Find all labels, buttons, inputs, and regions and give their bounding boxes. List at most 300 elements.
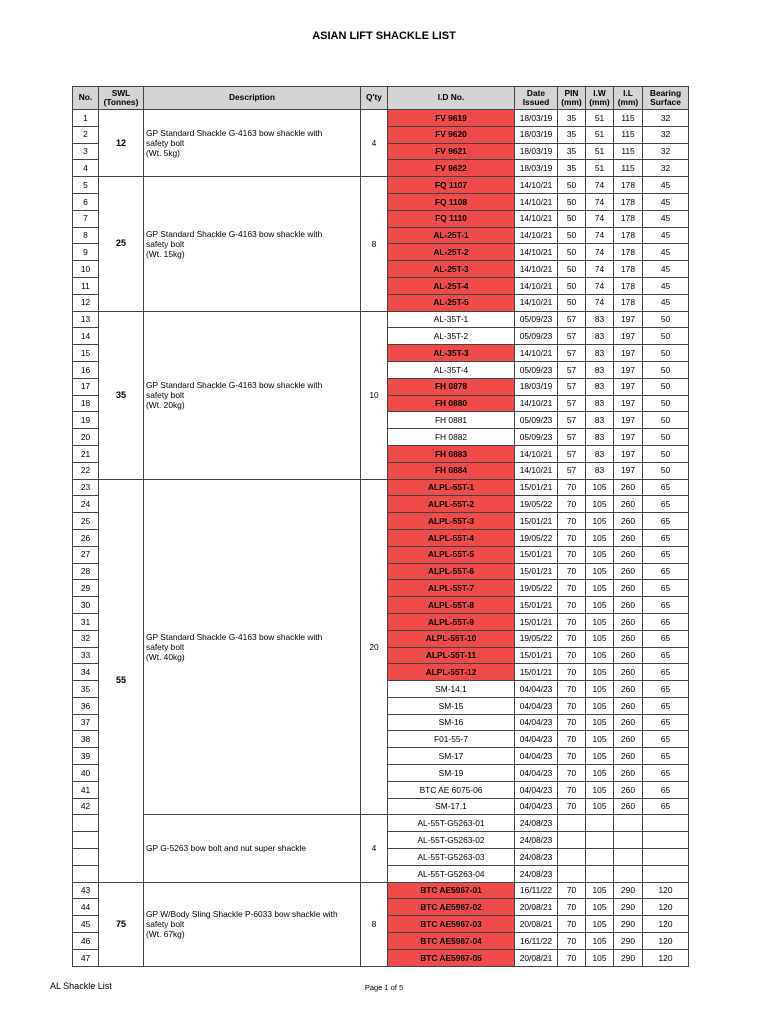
- description-line: (Wt. 20kg): [146, 400, 185, 411]
- iw-cell: 105: [586, 899, 614, 916]
- bearing-cell: 65: [643, 580, 689, 597]
- bearing-cell: 65: [643, 681, 689, 698]
- description-line: GP W/Body Sling Shackle P-6033 bow shackle with: [146, 908, 338, 919]
- description-cell: [144, 110, 361, 177]
- qty-cell: 4: [361, 815, 388, 882]
- id-cell: ALPL-55T-8: [388, 597, 515, 614]
- bearing-cell: 50: [643, 429, 689, 446]
- row-no: 45: [73, 916, 99, 933]
- il-cell: 197: [614, 412, 643, 429]
- date-cell: 05/09/23: [515, 311, 558, 328]
- iw-cell: 105: [586, 798, 614, 815]
- il-cell: 260: [614, 798, 643, 815]
- il-cell: 260: [614, 765, 643, 782]
- date-cell: 04/04/23: [515, 765, 558, 782]
- iw-cell: [586, 865, 614, 882]
- id-cell: ALPL-55T-2: [388, 496, 515, 513]
- pin-cell: 70: [558, 647, 586, 664]
- bearing-cell: 45: [643, 177, 689, 194]
- il-cell: 260: [614, 613, 643, 630]
- header-no: No.: [73, 87, 99, 110]
- row-no: 39: [73, 748, 99, 765]
- iw-cell: 83: [586, 462, 614, 479]
- row-no: 10: [73, 261, 99, 278]
- pin-cell: 70: [558, 479, 586, 496]
- header-description: Description: [144, 87, 361, 110]
- id-cell: ALPL-55T-4: [388, 529, 515, 546]
- pin-cell: 70: [558, 496, 586, 513]
- bearing-cell: 65: [643, 613, 689, 630]
- date-cell: 14/10/21: [515, 445, 558, 462]
- swl-cell: 35: [99, 311, 144, 479]
- row-no: 5: [73, 177, 99, 194]
- il-cell: 290: [614, 882, 643, 899]
- date-cell: 19/05/22: [515, 630, 558, 647]
- date-cell: 18/03/19: [515, 160, 558, 177]
- date-cell: 14/10/21: [515, 294, 558, 311]
- pin-cell: 70: [558, 580, 586, 597]
- row-no: 20: [73, 429, 99, 446]
- description-cell: [144, 815, 361, 882]
- bearing-cell: 65: [643, 513, 689, 530]
- bearing-cell: 45: [643, 244, 689, 261]
- il-cell: 178: [614, 277, 643, 294]
- row-no: 28: [73, 563, 99, 580]
- row-no: 38: [73, 731, 99, 748]
- row-no: 36: [73, 697, 99, 714]
- il-cell: 197: [614, 445, 643, 462]
- bearing-cell: 120: [643, 882, 689, 899]
- iw-cell: 105: [586, 664, 614, 681]
- il-cell: 260: [614, 513, 643, 530]
- pin-cell: 35: [558, 160, 586, 177]
- iw-cell: 105: [586, 529, 614, 546]
- date-cell: 14/10/21: [515, 193, 558, 210]
- date-cell: 14/10/21: [515, 462, 558, 479]
- il-cell: 290: [614, 933, 643, 950]
- pin-cell: [558, 815, 586, 832]
- description-cell: [144, 479, 361, 815]
- il-cell: 197: [614, 345, 643, 362]
- row-no: 22: [73, 462, 99, 479]
- il-cell: [614, 849, 643, 866]
- id-cell: BTC AE5967-04: [388, 933, 515, 950]
- iw-cell: 74: [586, 261, 614, 278]
- qty-cell: 4: [361, 110, 388, 177]
- iw-cell: 105: [586, 479, 614, 496]
- iw-cell: [586, 849, 614, 866]
- iw-cell: 105: [586, 765, 614, 782]
- il-cell: 115: [614, 110, 643, 127]
- table-row: [73, 110, 689, 127]
- bearing-cell: 120: [643, 916, 689, 933]
- row-no: 35: [73, 681, 99, 698]
- id-cell: SM-15: [388, 697, 515, 714]
- id-cell: AL-55T-G5263-01: [388, 815, 515, 832]
- il-cell: 260: [614, 681, 643, 698]
- il-cell: [614, 832, 643, 849]
- date-cell: 05/09/23: [515, 412, 558, 429]
- iw-cell: 105: [586, 731, 614, 748]
- row-no: 13: [73, 311, 99, 328]
- description-line: (Wt. 5kg): [146, 148, 180, 159]
- row-no: 4: [73, 160, 99, 177]
- id-cell: FH 0881: [388, 412, 515, 429]
- pin-cell: 70: [558, 714, 586, 731]
- bearing-cell: 50: [643, 361, 689, 378]
- bearing-cell: 32: [643, 126, 689, 143]
- bearing-cell: 65: [643, 546, 689, 563]
- bearing-cell: 50: [643, 462, 689, 479]
- row-no: [73, 865, 99, 882]
- bearing-cell: 65: [643, 748, 689, 765]
- date-cell: 16/11/22: [515, 882, 558, 899]
- bearing-cell: 65: [643, 781, 689, 798]
- id-cell: BTC AE5967-03: [388, 916, 515, 933]
- il-cell: 178: [614, 244, 643, 261]
- bearing-cell: 65: [643, 765, 689, 782]
- row-no: 2: [73, 126, 99, 143]
- il-cell: 260: [614, 529, 643, 546]
- il-cell: 260: [614, 697, 643, 714]
- id-cell: FQ 1108: [388, 193, 515, 210]
- pin-cell: 50: [558, 227, 586, 244]
- row-no: 11: [73, 277, 99, 294]
- iw-cell: 105: [586, 781, 614, 798]
- row-no: 25: [73, 513, 99, 530]
- pin-cell: 57: [558, 412, 586, 429]
- iw-cell: 105: [586, 513, 614, 530]
- pin-cell: 70: [558, 513, 586, 530]
- pin-cell: 70: [558, 748, 586, 765]
- iw-cell: 105: [586, 647, 614, 664]
- id-cell: FH 0878: [388, 378, 515, 395]
- id-cell: FV 9619: [388, 110, 515, 127]
- row-no: 14: [73, 328, 99, 345]
- bearing-cell: 65: [643, 563, 689, 580]
- il-cell: 178: [614, 210, 643, 227]
- il-cell: 197: [614, 378, 643, 395]
- iw-cell: 105: [586, 597, 614, 614]
- description-cell: [144, 177, 361, 311]
- iw-cell: 105: [586, 697, 614, 714]
- description-line: safety bolt: [146, 137, 185, 148]
- bearing-cell: 32: [643, 110, 689, 127]
- bearing-cell: 65: [643, 697, 689, 714]
- description-line: safety bolt: [146, 641, 185, 652]
- id-cell: FQ 1110: [388, 210, 515, 227]
- bearing-cell: 45: [643, 227, 689, 244]
- bearing-cell: 50: [643, 412, 689, 429]
- bearing-cell: 45: [643, 294, 689, 311]
- row-no: 30: [73, 597, 99, 614]
- pin-cell: 57: [558, 311, 586, 328]
- header-id: I.D No.: [388, 87, 515, 110]
- id-cell: AL-25T-3: [388, 261, 515, 278]
- row-no: 9: [73, 244, 99, 261]
- pin-cell: 50: [558, 294, 586, 311]
- il-cell: 197: [614, 328, 643, 345]
- pin-cell: 70: [558, 630, 586, 647]
- description-line: safety bolt: [146, 389, 185, 400]
- row-no: [73, 849, 99, 866]
- date-cell: 14/10/21: [515, 345, 558, 362]
- date-cell: 19/05/22: [515, 580, 558, 597]
- bearing-cell: 120: [643, 933, 689, 950]
- page-title: ASIAN LIFT SHACKLE LIST: [312, 30, 456, 42]
- il-cell: 115: [614, 143, 643, 160]
- table-row: [73, 479, 689, 496]
- iw-cell: 105: [586, 882, 614, 899]
- date-cell: 15/01/21: [515, 546, 558, 563]
- date-cell: 05/09/23: [515, 429, 558, 446]
- iw-cell: 105: [586, 613, 614, 630]
- iw-cell: 74: [586, 227, 614, 244]
- pin-cell: 50: [558, 277, 586, 294]
- pin-cell: 57: [558, 445, 586, 462]
- footer-doc-name: AL Shackle List: [50, 981, 112, 991]
- il-cell: 260: [614, 748, 643, 765]
- iw-cell: 105: [586, 630, 614, 647]
- id-cell: F01-55-7: [388, 731, 515, 748]
- date-cell: 14/10/21: [515, 244, 558, 261]
- row-no: 32: [73, 630, 99, 647]
- date-cell: 14/10/21: [515, 277, 558, 294]
- description-cell: [144, 882, 361, 966]
- iw-cell: [586, 815, 614, 832]
- il-cell: 260: [614, 563, 643, 580]
- bearing-cell: 50: [643, 378, 689, 395]
- date-cell: 20/08/21: [515, 916, 558, 933]
- footer-page-number: Page 1 of 5: [364, 983, 404, 992]
- date-cell: 15/01/21: [515, 647, 558, 664]
- id-cell: FH 0883: [388, 445, 515, 462]
- description-line: GP G-5263 bow bolt and nut super shackle: [146, 843, 306, 854]
- date-cell: 05/09/23: [515, 328, 558, 345]
- row-no: 3: [73, 143, 99, 160]
- bearing-cell: 65: [643, 664, 689, 681]
- id-cell: ALPL-55T-1: [388, 479, 515, 496]
- bearing-cell: [643, 865, 689, 882]
- row-no: 8: [73, 227, 99, 244]
- date-cell: 04/04/23: [515, 748, 558, 765]
- bearing-cell: 50: [643, 445, 689, 462]
- description-cell: [144, 311, 361, 479]
- bearing-cell: 45: [643, 210, 689, 227]
- row-no: 41: [73, 781, 99, 798]
- il-cell: 260: [614, 647, 643, 664]
- date-cell: 18/03/19: [515, 126, 558, 143]
- shackle-table: [72, 86, 689, 967]
- description-line: GP Standard Shackle G-4163 bow shackle with: [146, 379, 323, 390]
- il-cell: 260: [614, 496, 643, 513]
- iw-cell: 83: [586, 429, 614, 446]
- pin-cell: 70: [558, 949, 586, 966]
- qty-cell: 8: [361, 177, 388, 311]
- row-no: 29: [73, 580, 99, 597]
- il-cell: 290: [614, 899, 643, 916]
- pin-cell: 70: [558, 613, 586, 630]
- iw-cell: 105: [586, 916, 614, 933]
- date-cell: 04/04/23: [515, 731, 558, 748]
- qty-cell: 8: [361, 882, 388, 966]
- description-line: (Wt. 67kg): [146, 929, 185, 940]
- pin-cell: 70: [558, 529, 586, 546]
- id-cell: AL-35T-4: [388, 361, 515, 378]
- iw-cell: 83: [586, 345, 614, 362]
- pin-cell: 70: [558, 546, 586, 563]
- il-cell: 178: [614, 227, 643, 244]
- id-cell: ALPL-55T-6: [388, 563, 515, 580]
- date-cell: 05/09/23: [515, 361, 558, 378]
- date-cell: 20/08/21: [515, 899, 558, 916]
- il-cell: 197: [614, 429, 643, 446]
- date-cell: 14/10/21: [515, 177, 558, 194]
- date-cell: 04/04/23: [515, 697, 558, 714]
- header-row: [73, 87, 689, 110]
- id-cell: AL-55T-G5263-02: [388, 832, 515, 849]
- iw-cell: 83: [586, 361, 614, 378]
- pin-cell: 57: [558, 378, 586, 395]
- row-no: 6: [73, 193, 99, 210]
- qty-cell: 20: [361, 479, 388, 815]
- pin-cell: 57: [558, 395, 586, 412]
- header-iw: I.W (mm): [586, 87, 614, 110]
- id-cell: ALPL-55T-11: [388, 647, 515, 664]
- date-cell: 18/03/19: [515, 378, 558, 395]
- row-no: 26: [73, 529, 99, 546]
- bearing-cell: 65: [643, 630, 689, 647]
- bearing-cell: 65: [643, 529, 689, 546]
- il-cell: 260: [614, 714, 643, 731]
- header-bearing: Bearing Surface: [643, 87, 689, 110]
- pin-cell: 35: [558, 126, 586, 143]
- id-cell: AL-25T-5: [388, 294, 515, 311]
- header-date: Date Issued: [515, 87, 558, 110]
- qty-cell: 10: [361, 311, 388, 479]
- date-cell: 15/01/21: [515, 597, 558, 614]
- il-cell: 260: [614, 664, 643, 681]
- iw-cell: 105: [586, 681, 614, 698]
- iw-cell: 51: [586, 143, 614, 160]
- pin-cell: 70: [558, 882, 586, 899]
- description-line: (Wt. 15kg): [146, 249, 185, 259]
- iw-cell: 74: [586, 244, 614, 261]
- iw-cell: 74: [586, 210, 614, 227]
- pin-cell: 57: [558, 429, 586, 446]
- row-no: 42: [73, 798, 99, 815]
- il-cell: 260: [614, 597, 643, 614]
- pin-cell: 70: [558, 563, 586, 580]
- date-cell: 24/08/23: [515, 832, 558, 849]
- il-cell: 115: [614, 126, 643, 143]
- il-cell: 178: [614, 193, 643, 210]
- pin-cell: 50: [558, 177, 586, 194]
- pin-cell: 70: [558, 781, 586, 798]
- pin-cell: 70: [558, 681, 586, 698]
- description-line: safety bolt: [146, 238, 185, 249]
- bearing-cell: [643, 832, 689, 849]
- pin-cell: 70: [558, 933, 586, 950]
- bearing-cell: 32: [643, 160, 689, 177]
- id-cell: BTC AE5967-05: [388, 949, 515, 966]
- iw-cell: 74: [586, 294, 614, 311]
- pin-cell: 57: [558, 462, 586, 479]
- il-cell: 260: [614, 580, 643, 597]
- id-cell: SM-19: [388, 765, 515, 782]
- bearing-cell: 50: [643, 328, 689, 345]
- iw-cell: 105: [586, 949, 614, 966]
- iw-cell: 83: [586, 328, 614, 345]
- row-no: 18: [73, 395, 99, 412]
- row-no: 1: [73, 110, 99, 127]
- id-cell: AL-25T-4: [388, 277, 515, 294]
- row-no: 21: [73, 445, 99, 462]
- pin-cell: 50: [558, 193, 586, 210]
- pin-cell: 35: [558, 110, 586, 127]
- id-cell: AL-55T-G5263-03: [388, 849, 515, 866]
- il-cell: 260: [614, 479, 643, 496]
- id-cell: SM-17: [388, 748, 515, 765]
- bearing-cell: 65: [643, 731, 689, 748]
- iw-cell: 51: [586, 126, 614, 143]
- swl-cell: 25: [99, 177, 144, 311]
- date-cell: 15/01/21: [515, 513, 558, 530]
- header-swl: SWL (Tonnes): [99, 87, 144, 110]
- il-cell: 260: [614, 731, 643, 748]
- row-no: 43: [73, 882, 99, 899]
- row-no: 37: [73, 714, 99, 731]
- pin-cell: 50: [558, 261, 586, 278]
- il-cell: 260: [614, 630, 643, 647]
- row-no: 12: [73, 294, 99, 311]
- date-cell: 04/04/23: [515, 681, 558, 698]
- row-no: [73, 832, 99, 849]
- pin-cell: 70: [558, 597, 586, 614]
- bearing-cell: 45: [643, 261, 689, 278]
- iw-cell: 74: [586, 193, 614, 210]
- table-body: [73, 110, 689, 967]
- date-cell: 19/05/22: [515, 496, 558, 513]
- id-cell: AL-25T-2: [388, 244, 515, 261]
- id-cell: SM-14.1: [388, 681, 515, 698]
- date-cell: 19/05/22: [515, 529, 558, 546]
- iw-cell: 74: [586, 277, 614, 294]
- id-cell: AL-25T-1: [388, 227, 515, 244]
- date-cell: 14/10/21: [515, 210, 558, 227]
- pin-cell: [558, 832, 586, 849]
- il-cell: 197: [614, 361, 643, 378]
- date-cell: 15/01/21: [515, 479, 558, 496]
- description-line: GP Standard Shackle G-4163 bow shackle with: [146, 127, 323, 138]
- id-cell: AL-55T-G5263-04: [388, 865, 515, 882]
- id-cell: AL-35T-2: [388, 328, 515, 345]
- bearing-cell: 65: [643, 496, 689, 513]
- pin-cell: 70: [558, 664, 586, 681]
- date-cell: 14/10/21: [515, 261, 558, 278]
- description-line: (Wt. 40kg): [146, 652, 185, 663]
- il-cell: 197: [614, 395, 643, 412]
- iw-cell: 83: [586, 395, 614, 412]
- bearing-cell: 65: [643, 479, 689, 496]
- pin-cell: 57: [558, 361, 586, 378]
- date-cell: 24/08/23: [515, 865, 558, 882]
- bearing-cell: 45: [643, 277, 689, 294]
- pin-cell: 70: [558, 916, 586, 933]
- il-cell: 290: [614, 949, 643, 966]
- id-cell: AL-35T-3: [388, 345, 515, 362]
- il-cell: 178: [614, 294, 643, 311]
